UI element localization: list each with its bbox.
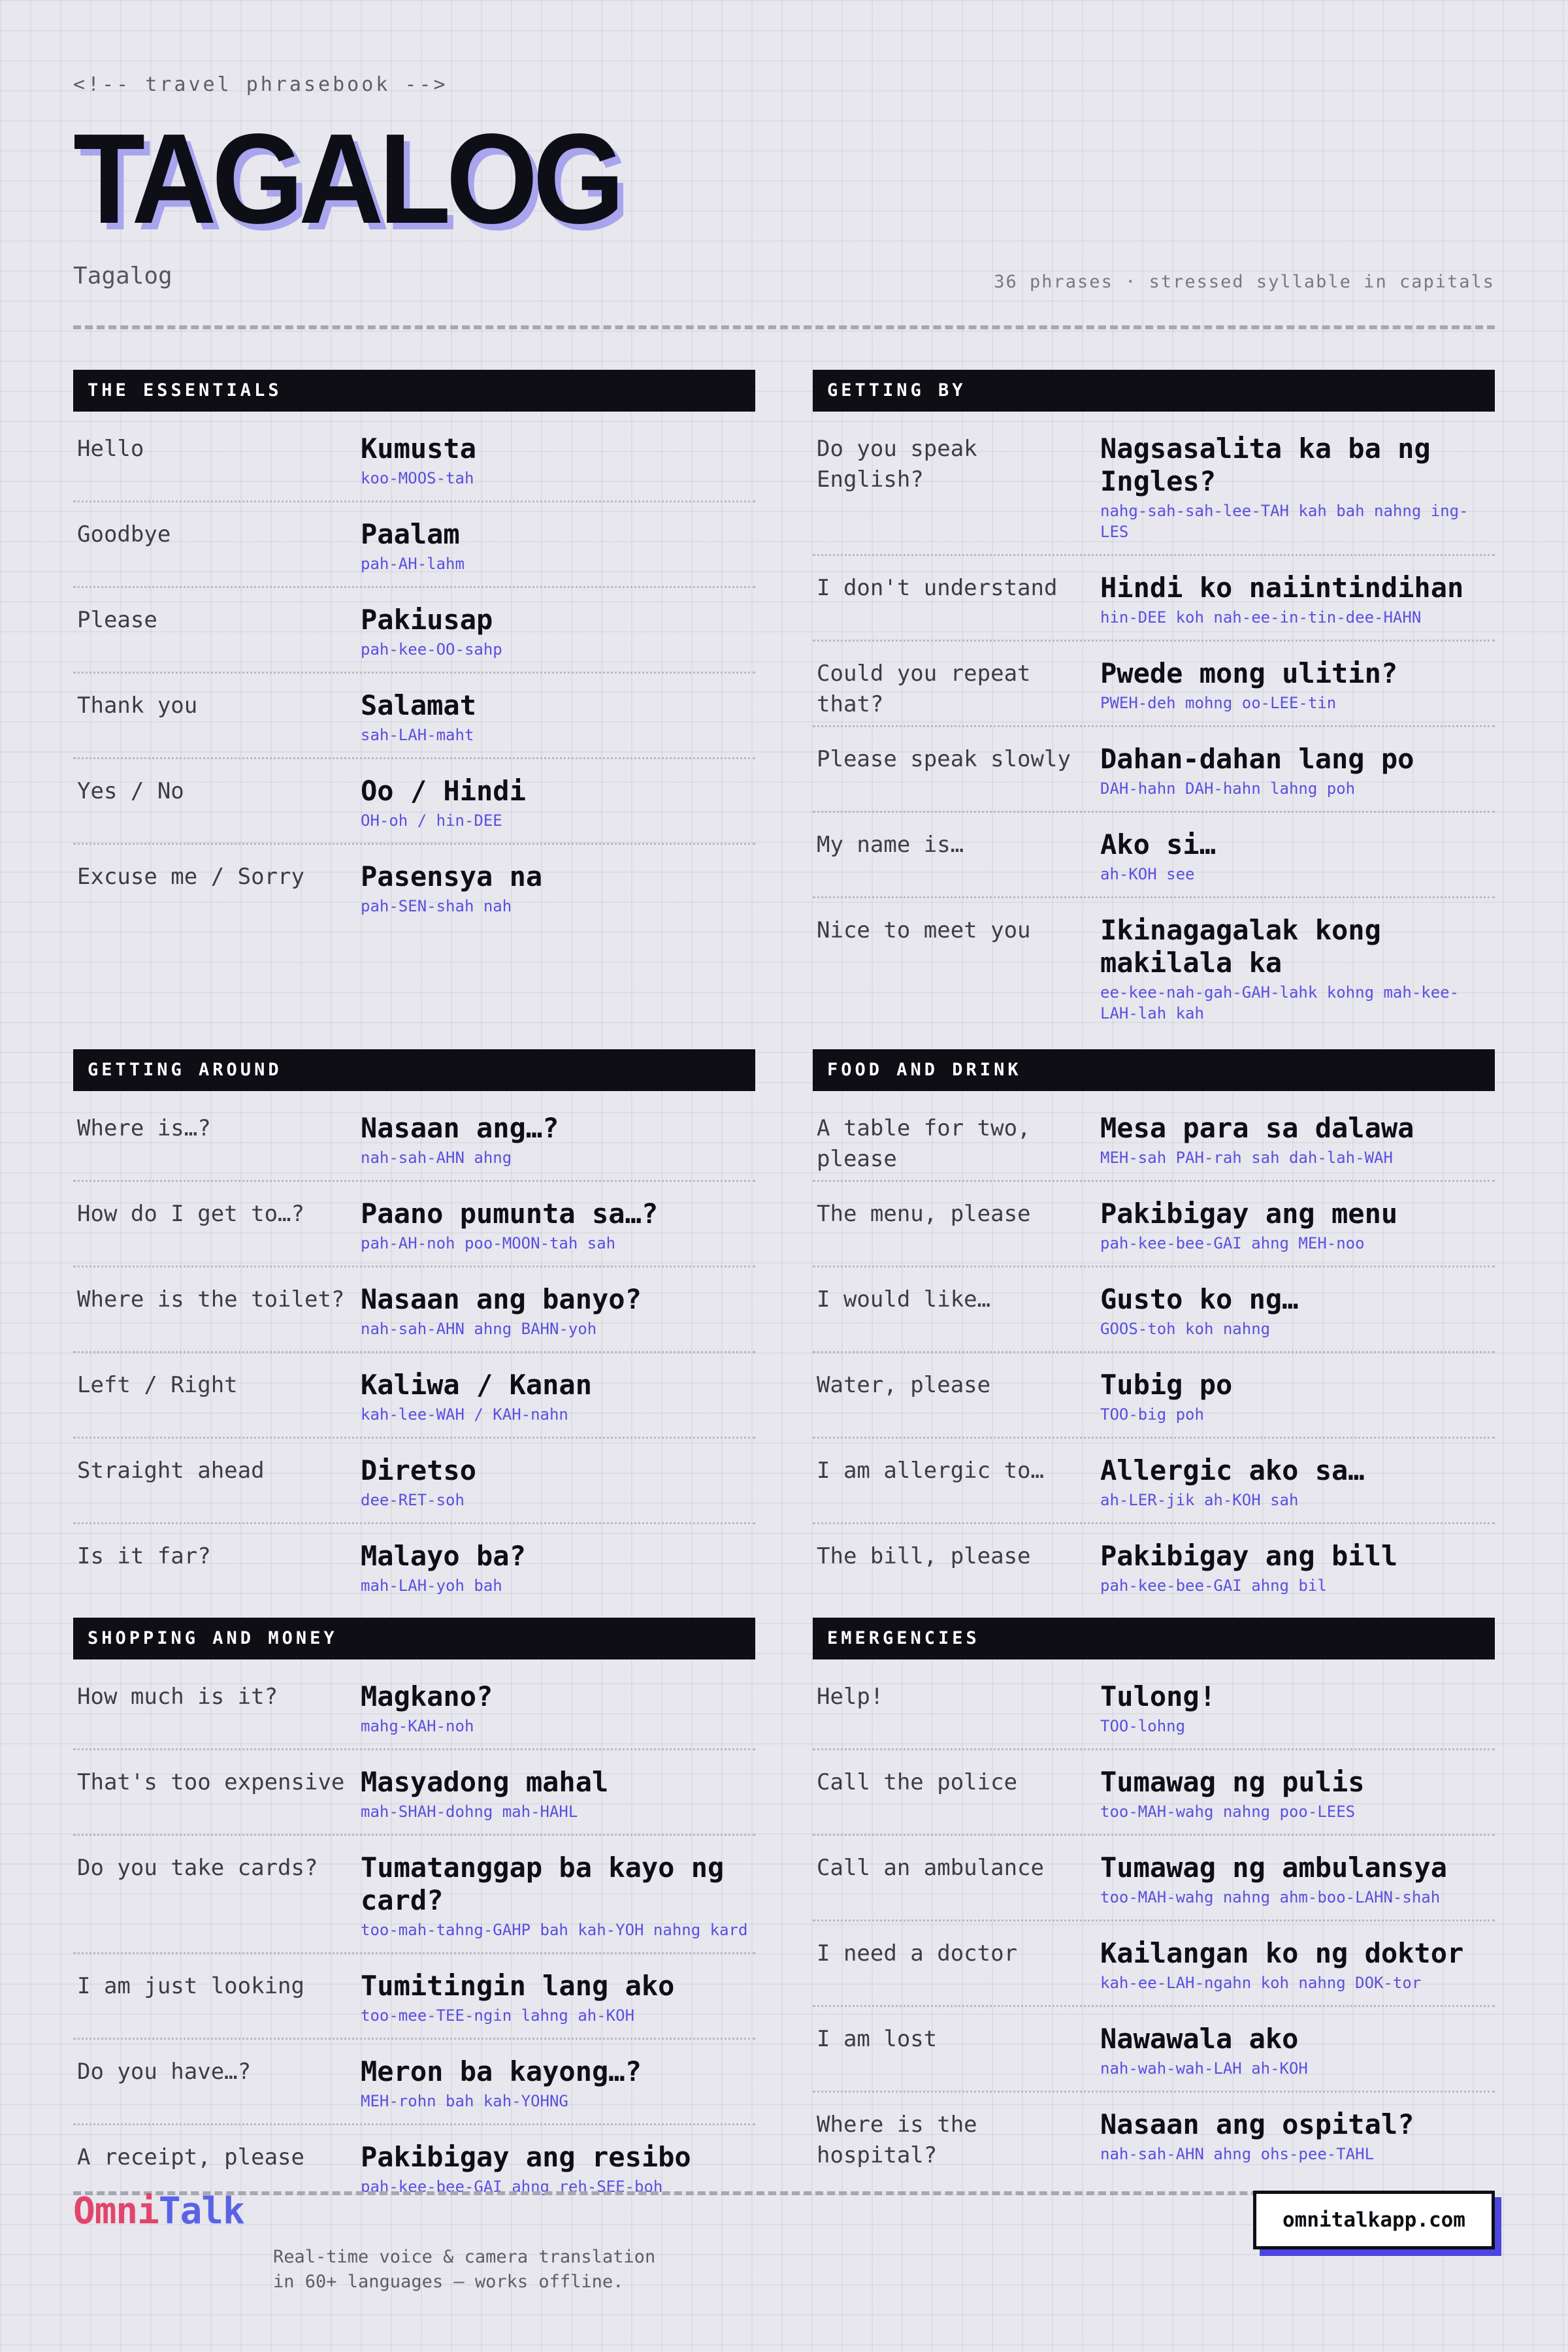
english-phrase: The bill, please: [817, 1543, 1031, 1569]
phrase-row: [813, 2007, 1495, 2093]
footer-tagline: [273, 2245, 655, 2295]
tagalog-phrase: Tumawag ng ambulansya: [1100, 1852, 1448, 1884]
tagalog-phrase: Tumatanggap ba kayo ng card?: [361, 1852, 725, 1916]
pronunciation: nah-sah-AHN ahng ohs-pee-TAHL: [1100, 2145, 1375, 2163]
tagalog-phrase: Magkano?: [361, 1680, 493, 1712]
pronunciation: nah-sah-AHN ahng BAHN-yoh: [361, 1320, 597, 1338]
phrase-row: [813, 417, 1495, 556]
english-phrase: Nice to meet you: [817, 917, 1031, 943]
english-phrase: Do you speak English?: [817, 436, 977, 493]
phrase-row: [813, 898, 1495, 1036]
pronunciation: hin-DEE koh nah-ee-in-tin-dee-HAHN: [1100, 608, 1422, 627]
phrase-row: [813, 1267, 1495, 1353]
phrase-row: [73, 759, 755, 845]
tagalog-phrase: Tubig po: [1100, 1369, 1233, 1401]
tagalog-phrase: Kailangan ko ng doktor: [1100, 1937, 1464, 1969]
tagalog-phrase: Pakibigay ang bill: [1100, 1540, 1398, 1572]
tagalog-phrase: Pwede mong ulitin?: [1100, 657, 1398, 689]
tagalog-phrase: Tumawag ng pulis: [1100, 1766, 1365, 1798]
tagalog-phrase: Ikinagagalak kong makilala ka: [1100, 914, 1381, 979]
tagalog-phrase: Mesa para sa dalawa: [1100, 1112, 1414, 1144]
tagalog-phrase: Tulong!: [1100, 1680, 1217, 1712]
pronunciation: sah-LAH-maht: [361, 726, 474, 744]
english-phrase: Do you have…?: [77, 2059, 252, 2085]
english-phrase: My name is…: [817, 832, 964, 858]
tagalog-phrase: Tumitingin lang ako: [361, 1970, 675, 2002]
tagalog-phrase: Nasaan ang…?: [361, 1112, 559, 1144]
phrase-row: [73, 417, 755, 502]
phrase-row: [73, 674, 755, 759]
english-phrase: Excuse me / Sorry: [77, 864, 304, 890]
tagalog-phrase: Pasensya na: [361, 860, 543, 892]
english-phrase: I need a doctor: [817, 1940, 1018, 1967]
tagalog-phrase: Masyadong mahal: [361, 1766, 609, 1798]
section-shopping-and-money: [73, 1618, 755, 2209]
tagalog-phrase: Salamat: [361, 689, 477, 721]
tagalog-phrase: Allergic ako sa…: [1100, 1454, 1365, 1486]
tagalog-phrase: Ako si…: [1100, 828, 1217, 860]
pronunciation: nah-sah-AHN ahng: [361, 1149, 512, 1167]
phrase-row: [73, 1353, 755, 1439]
phrase-row: [813, 556, 1495, 642]
phrase-row: [73, 1524, 755, 1608]
phrase-row: [813, 1182, 1495, 1267]
phrase-row: [73, 502, 755, 588]
english-phrase: Is it far?: [77, 1543, 211, 1569]
section-heading: GETTING BY: [813, 370, 1495, 412]
tagalog-phrase: Pakibigay ang resibo: [361, 2141, 691, 2173]
phrase-row: [813, 1921, 1495, 2007]
section-heading: SHOPPING AND MONEY: [73, 1618, 755, 1659]
tagalog-phrase: Nasaan ang banyo?: [361, 1283, 642, 1315]
tagalog-phrase: Pakibigay ang menu: [1100, 1198, 1398, 1230]
tagalog-phrase: Diretso: [361, 1454, 477, 1486]
pronunciation: kah-ee-LAH-ngahn koh nahng DOK-tor: [1100, 1974, 1422, 1992]
pronunciation: too-MAH-wahg nahng ahm-boo-LAHN-shah: [1100, 1888, 1441, 1906]
phrase-row: [813, 1836, 1495, 1921]
section-getting-around: [73, 1049, 755, 1608]
pronunciation: TOO-big poh: [1100, 1405, 1204, 1424]
pronunciation: PWEH-deh mohng oo-LEE-tin: [1100, 694, 1337, 712]
pronunciation: too-mee-TEE-ngin lahng ah-KOH: [361, 2006, 635, 2025]
section-heading: THE ESSENTIALS: [73, 370, 755, 412]
phrase-row: [73, 1954, 755, 2040]
english-phrase: A table for two, please: [817, 1115, 1031, 1172]
english-phrase: Thank you: [77, 693, 198, 719]
english-phrase: How do I get to…?: [77, 1201, 304, 1227]
section-food-and-drink: [813, 1049, 1495, 1608]
pronunciation: OH-oh / hin-DEE: [361, 811, 502, 830]
english-phrase: How much is it?: [77, 1684, 278, 1710]
pronunciation: nah-wah-wah-LAH ah-KOH: [1100, 2059, 1308, 2078]
english-phrase: Could you repeat that?: [817, 661, 1031, 717]
section-heading: GETTING AROUND: [73, 1049, 755, 1091]
phrase-row: [813, 1524, 1495, 1608]
english-phrase: Do you take cards?: [77, 1855, 318, 1881]
pronunciation: too-MAH-wahg nahng poo-LEES: [1100, 1803, 1356, 1821]
english-phrase: Where is the hospital?: [817, 2112, 977, 2168]
pronunciation: pah-kee-OO-sahp: [361, 640, 502, 659]
page-subtitle: Tagalog: [73, 263, 172, 289]
tagalog-phrase: Hindi ko naiintindihan: [1100, 572, 1464, 604]
pronunciation: MEH-sah PAH-rah sah dah-lah-WAH: [1100, 1149, 1393, 1167]
tagalog-phrase: Malayo ba?: [361, 1540, 526, 1572]
logo-text-talk: Talk: [158, 2190, 244, 2232]
top-divider: [73, 325, 1495, 329]
phrasebook-page: [73, 0, 1495, 2352]
phrase-row: [73, 845, 755, 928]
english-phrase: Help!: [817, 1684, 884, 1710]
english-phrase: I am just looking: [77, 1973, 304, 1999]
pronunciation: pah-kee-bee-GAI ahng MEH-noo: [1100, 1234, 1365, 1252]
english-phrase: Hello: [77, 436, 144, 462]
tagline-line-2: in 60+ languages — works offline.: [273, 2272, 624, 2292]
logo-text-omni: Omni: [73, 2190, 159, 2232]
section-heading: EMERGENCIES: [813, 1618, 1495, 1659]
pronunciation: GOOS-toh koh nahng: [1100, 1320, 1271, 1338]
phrase-row: [73, 2040, 755, 2125]
phrase-row: [73, 1665, 755, 1750]
phrase-row: [813, 1096, 1495, 1182]
phrase-row: [813, 1353, 1495, 1439]
phrase-row: [73, 1439, 755, 1524]
english-phrase: Straight ahead: [77, 1458, 265, 1484]
phrase-row: [813, 642, 1495, 727]
tagalog-phrase: Nasaan ang ospital?: [1100, 2108, 1414, 2140]
english-phrase: Water, please: [817, 1372, 991, 1398]
english-phrase: Goodbye: [77, 521, 171, 547]
pronunciation: pah-SEN-shah nah: [361, 897, 512, 915]
tagalog-phrase: Oo / Hindi: [361, 775, 526, 807]
english-phrase: Yes / No: [77, 778, 184, 804]
tagalog-phrase: Dahan-dahan lang po: [1100, 743, 1414, 775]
english-phrase: Call the police: [817, 1769, 1018, 1795]
english-phrase: Please speak slowly: [817, 746, 1071, 772]
tagalog-phrase: Kaliwa / Kanan: [361, 1369, 593, 1401]
phrase-row: [73, 1267, 755, 1353]
pronunciation: TOO-lohng: [1100, 1717, 1186, 1735]
pronunciation: koo-MOOS-tah: [361, 469, 474, 487]
pronunciation: dee-RET-soh: [361, 1491, 465, 1509]
english-phrase: A receipt, please: [77, 2144, 304, 2170]
pronunciation: ah-LER-jik ah-KOH sah: [1100, 1491, 1299, 1509]
english-phrase: Where is…?: [77, 1115, 211, 1141]
phrase-count-note: 36 phrases · stressed syllable in capitals: [994, 272, 1495, 292]
section-getting-by: [813, 370, 1495, 1036]
english-phrase: The menu, please: [817, 1201, 1031, 1227]
phrase-row: [813, 1750, 1495, 1836]
tagline-line-1: Real-time voice & camera translation: [273, 2247, 656, 2267]
section-heading: FOOD AND DRINK: [813, 1049, 1495, 1091]
phrase-row: [813, 1665, 1495, 1750]
pronunciation: nahg-sah-sah-lee-TAH kah bah nahng ing-LES: [1100, 502, 1469, 541]
phrase-row: [813, 727, 1495, 813]
pronunciation: mah-LAH-yoh bah: [361, 1576, 502, 1595]
phrase-row: [813, 813, 1495, 898]
english-phrase: Call an ambulance: [817, 1855, 1044, 1881]
english-phrase: I am lost: [817, 2026, 938, 2052]
pronunciation: ah-KOH see: [1100, 865, 1195, 883]
tagalog-phrase: Paano pumunta sa…?: [361, 1198, 659, 1230]
english-phrase: I don't understand: [817, 575, 1058, 601]
english-phrase: Please: [77, 607, 157, 633]
english-phrase: Left / Right: [77, 1372, 238, 1398]
pronunciation: pah-AH-noh poo-MOON-tah sah: [361, 1234, 616, 1252]
english-phrase: That's too expensive: [77, 1769, 345, 1795]
tagalog-phrase: Nagsasalita ka ba ng Ingles?: [1100, 433, 1431, 497]
phrase-row: [73, 1750, 755, 1836]
pronunciation: kah-lee-WAH / KAH-nahn: [361, 1405, 568, 1424]
phrase-row: [73, 588, 755, 674]
tagalog-phrase: Meron ba kayong…?: [361, 2055, 642, 2087]
header-comment: <!-- travel phrasebook -->: [73, 73, 448, 96]
pronunciation: ee-kee-nah-gah-GAH-lahk kohng mah-kee-LAH-lah kah: [1100, 983, 1460, 1022]
website-link[interactable]: omnitalkapp.com: [1253, 2191, 1495, 2249]
pronunciation: DAH-hahn DAH-hahn lahng poh: [1100, 779, 1356, 798]
pronunciation: pah-kee-bee-GAI ahng reh-SEE-boh: [361, 2178, 663, 2196]
tagalog-phrase: Paalam: [361, 518, 460, 550]
pronunciation: too-mah-tahng-GAHP bah kah-YOH nahng kard: [361, 1921, 748, 1939]
page-title: TAGALOG: [73, 107, 620, 250]
phrase-row: [813, 2093, 1495, 2176]
pronunciation: mah-SHAH-dohng mah-HAHL: [361, 1803, 578, 1821]
section-emergencies: [813, 1618, 1495, 2176]
phrase-row: [813, 1439, 1495, 1524]
tagalog-phrase: Kumusta: [361, 433, 477, 465]
tagalog-phrase: Pakiusap: [361, 604, 493, 636]
phrase-row: [73, 1836, 755, 1954]
english-phrase: I am allergic to…: [817, 1458, 1044, 1484]
phrase-row: [73, 1096, 755, 1182]
tagalog-phrase: Gusto ko ng…: [1100, 1283, 1299, 1315]
pronunciation: MEH-rohn bah kah-YOHNG: [361, 2092, 568, 2110]
section-essentials: [73, 370, 755, 928]
omnitalk-logo[interactable]: [73, 2190, 244, 2232]
phrase-row: [73, 1182, 755, 1267]
english-phrase: I would like…: [817, 1286, 991, 1313]
pronunciation: mahg-KAH-noh: [361, 1717, 474, 1735]
pronunciation: pah-AH-lahm: [361, 555, 465, 573]
pronunciation: pah-kee-bee-GAI ahng bil: [1100, 1576, 1327, 1595]
tagalog-phrase: Nawawala ako: [1100, 2023, 1299, 2055]
english-phrase: Where is the toilet?: [77, 1286, 345, 1313]
